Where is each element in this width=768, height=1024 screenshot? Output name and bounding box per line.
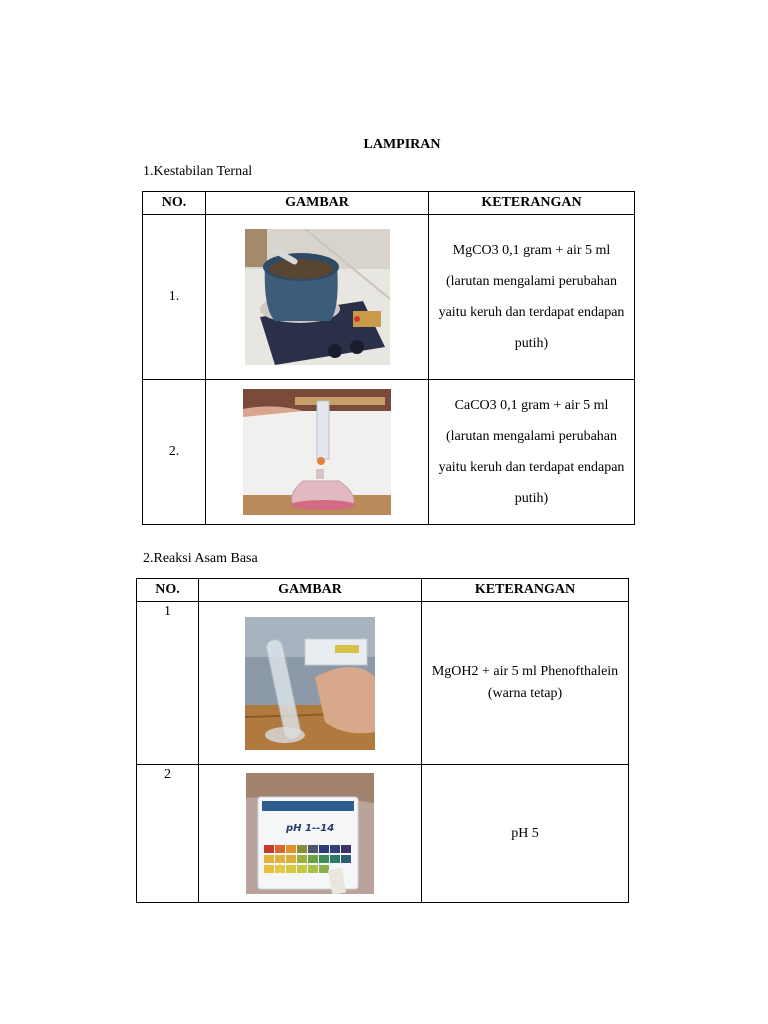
- table-row: [137, 602, 629, 765]
- header-no: NO.: [137, 579, 199, 602]
- table-reaksi-asam-basa: [136, 578, 629, 903]
- description-line: (larutan mengalami perubahan: [445, 429, 618, 444]
- table-row: [137, 765, 629, 903]
- header-keterangan: KETERANGAN: [422, 579, 629, 602]
- row-number: 2.: [143, 380, 206, 525]
- row-number: 2: [137, 765, 199, 903]
- description-cell: [422, 765, 629, 903]
- description-line: pH 5: [511, 825, 539, 841]
- description-line: (larutan mengalami perubahan: [445, 274, 618, 289]
- table-row: [143, 215, 635, 380]
- description-line: MgOH2 + air 5 ml Phenofthalein: [431, 664, 619, 679]
- image-cell: [206, 215, 429, 380]
- table-row: [143, 380, 635, 525]
- image-cell: [206, 380, 429, 525]
- table-kestabilan-ternal: [142, 191, 635, 525]
- page-title: LAMPIRAN: [363, 137, 441, 152]
- description-line: putih): [514, 336, 549, 351]
- ph-paper-label: pH 1--14: [286, 823, 335, 834]
- description-cell: [422, 602, 629, 765]
- photo-test-tube-hand: [245, 617, 375, 750]
- description-line: (warna tetap): [487, 686, 563, 701]
- header-no: NO.: [143, 192, 206, 215]
- image-cell: [199, 602, 422, 765]
- header-gambar: GAMBAR: [199, 579, 422, 602]
- photo-hotplate-beaker: [245, 229, 390, 365]
- section-2-heading: 2.Reaksi Asam Basa: [143, 551, 258, 566]
- photo-ph-indicator-paper: [246, 773, 374, 894]
- description-line: putih): [514, 491, 549, 506]
- header-keterangan: KETERANGAN: [429, 192, 635, 215]
- header-gambar: GAMBAR: [206, 192, 429, 215]
- description-line: CaCO3 0,1 gram + air 5 ml: [454, 398, 609, 413]
- table-header-row: [143, 192, 635, 215]
- image-cell: [199, 765, 422, 903]
- section-1-heading: 1.Kestabilan Ternal: [143, 164, 253, 179]
- description-line: yaitu keruh dan terdapat endapan: [438, 460, 625, 475]
- description-cell: [429, 380, 635, 525]
- row-number: 1.: [143, 215, 206, 380]
- description-line: yaitu keruh dan terdapat endapan: [438, 305, 625, 320]
- description-cell: [429, 215, 635, 380]
- photo-test-tube-burner: [243, 389, 391, 515]
- row-number: 1: [137, 602, 199, 765]
- description-line: MgCO3 0,1 gram + air 5 ml: [452, 243, 611, 258]
- table-header-row: [137, 579, 629, 602]
